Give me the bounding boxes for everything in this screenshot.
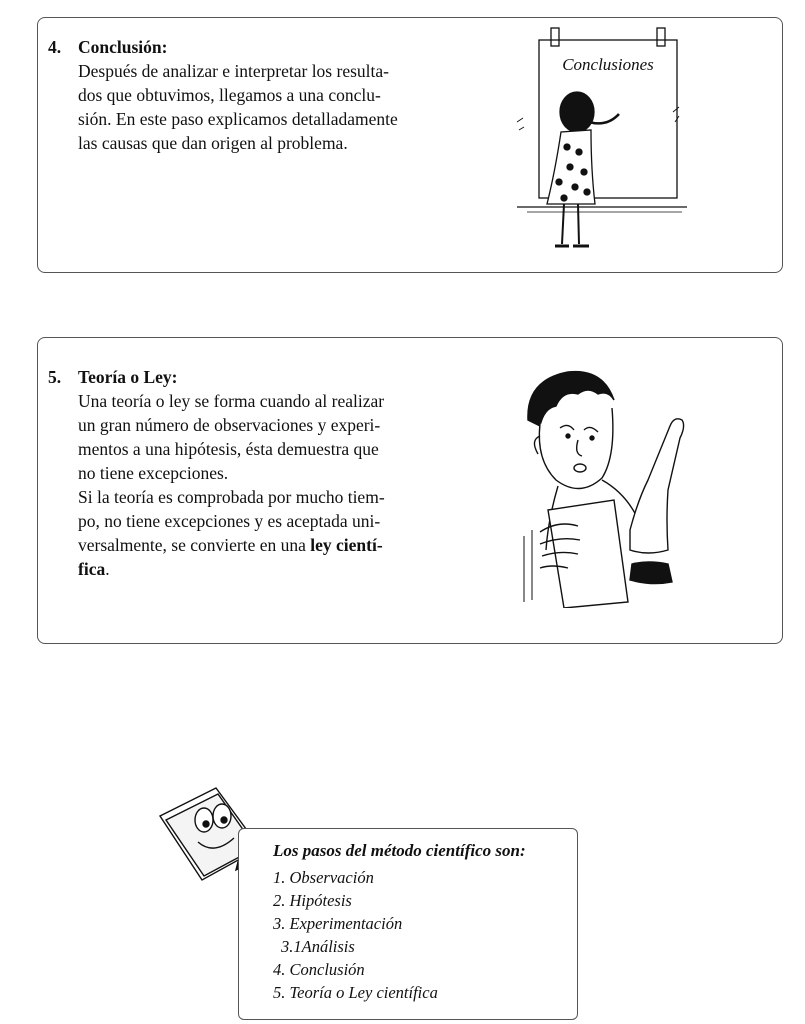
summary-list xyxy=(273,866,438,1004)
section-4-number: 4. xyxy=(48,37,62,57)
section-5-line-text: versalmente, se convierte en una xyxy=(78,535,306,555)
section-5-ending: . xyxy=(105,559,110,579)
section-4-line: sión. En este paso explicamos detalladamente xyxy=(78,109,398,129)
section-5-body xyxy=(48,389,448,581)
summary-box xyxy=(238,828,578,1020)
section-4-heading xyxy=(48,35,448,59)
section-5-line: Una teoría o ley se forma cuando al realizar xyxy=(78,391,385,411)
board-label: Conclusiones xyxy=(562,55,654,74)
summary-item: 2. Hipótesis xyxy=(273,891,352,910)
section-4-body xyxy=(48,59,448,155)
section-5-line: no tiene excepciones. xyxy=(78,463,229,483)
summary-title: Los pasos del método científico son: xyxy=(273,841,526,860)
section-5-line xyxy=(78,557,448,581)
summary-item: 3. Experimentación xyxy=(273,914,403,933)
clip-left xyxy=(551,28,559,46)
summary-subitem: 3.1Análisis xyxy=(281,937,355,956)
bold-term-part1: ley cientí- xyxy=(310,535,383,555)
teacher-at-board-illustration xyxy=(507,22,691,265)
section-5-line: mentos a una hipótesis, ésta demuestra que xyxy=(78,439,379,459)
section-4-line: las causas que dan origen al problema. xyxy=(78,133,348,153)
summary-item: 4. Conclusión xyxy=(273,960,365,979)
section-4 xyxy=(48,35,448,155)
section-5-line: un gran número de observaciones y experi- xyxy=(78,415,381,435)
summary-item: 1. Observación xyxy=(273,868,374,887)
summary-item: 5. Teoría o Ley científica xyxy=(273,983,438,1002)
section-5 xyxy=(48,365,448,581)
section-4-title: Conclusión: xyxy=(78,37,168,57)
section-5-heading xyxy=(48,365,448,389)
section-5-number: 5. xyxy=(48,367,62,387)
section-5-title: Teoría o Ley: xyxy=(78,367,178,387)
section-4-line: Después de analizar e interpretar los resulta- xyxy=(78,61,389,81)
section-5-line: Si la teoría es comprobada por mucho tiem- xyxy=(78,487,385,507)
section-5-line xyxy=(78,533,448,557)
clip-right xyxy=(657,28,665,46)
section-4-line: dos que obtuvimos, llegamos a una conclu- xyxy=(78,85,381,105)
bold-term-part2: fica xyxy=(78,559,106,579)
man-pointing-finger-illustration xyxy=(518,350,718,608)
section-5-line: po, no tiene excepciones y es aceptada uni- xyxy=(78,511,381,531)
